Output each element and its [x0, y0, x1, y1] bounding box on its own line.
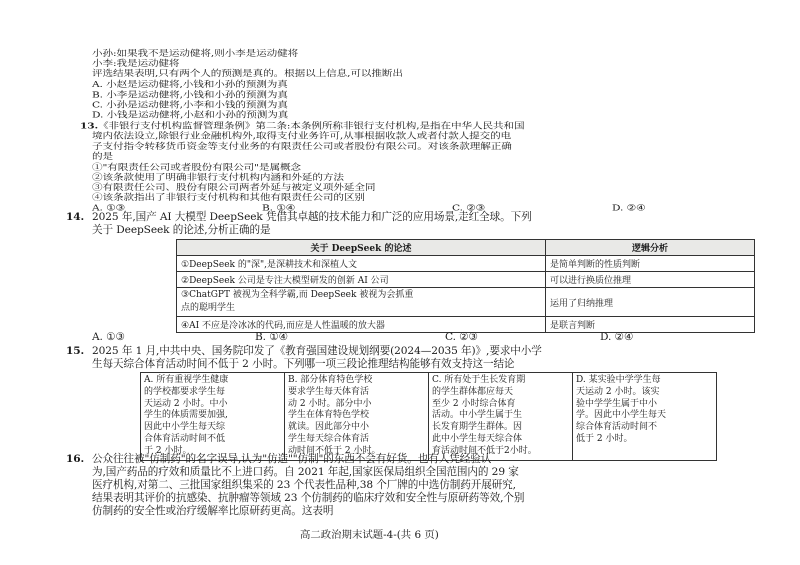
table-row: [141, 373, 717, 461]
table-cell-text: ③ChatGPT 被视为全科学霸,而 DeepSeek 被视为会抓重: [181, 290, 414, 300]
cell-line: 于 2 小时。: [144, 445, 192, 456]
table-row: [177, 272, 755, 288]
q13-stem-line: 《非银行支付机构监督管理条例》第二条:本条例所称非银行支付机构,是指在中华人民共和国: [98, 121, 525, 131]
cell-line: 天运动 2 小时。该实: [576, 386, 660, 397]
q14-option-b: B. ①④: [255, 331, 289, 343]
cell-line: C. 所有处于生长发育期: [432, 375, 526, 385]
q13-number: 13.: [80, 121, 99, 131]
cell-line: B. 部分体育特色学校: [288, 375, 373, 385]
page-footer: 高二政治期末试题-4-(共 6 页): [300, 529, 439, 541]
q14-option-d: D. ②④: [600, 331, 634, 343]
q15-number: 15.: [66, 345, 85, 357]
q15-option-d: [573, 373, 717, 461]
cell-line: 学生每天综合体育活: [288, 433, 370, 444]
table-cell: ②DeepSeek 公司是专注大模型研发的创新 AI 公司: [177, 272, 546, 288]
cell-line: D. 某实验中学学生每: [576, 375, 661, 385]
q15-option-c: [429, 373, 573, 461]
table-cell: 可以进行换质位推理: [546, 272, 755, 288]
q13-statement-1: ①"有限责任公司或者股份有限公司"是属概念: [92, 162, 301, 173]
q12-line-xiaosun: 小孙:如果我不是运动健将,则小李是运动健将: [92, 48, 299, 59]
q12-line-result: 评选结果表明,只有两个人的预测是真的。根据以上信息,可以推断出: [92, 69, 403, 79]
q16-stem-line: 公众往往被"仿制药"的名字误导,认为"仿造""仿制"的东西不会有好货。也有人凭经验认: [92, 453, 492, 465]
q13-stem-line: 的是: [92, 151, 113, 162]
table-header-analysis: 逻辑分析: [546, 240, 755, 256]
q13-statement-4: ④该条款指出了非银行支付机构和其他有限责任公司的区别: [92, 193, 365, 203]
q16-stem-line: 为,国产药品的疗效和质量比不上进口药。自 2021 年起,国家医保局组织全国范围内的 29 家: [92, 466, 519, 478]
cell-line: 至少 2 小时综合体育: [432, 398, 516, 409]
table-cell: 是联言判断: [546, 317, 755, 333]
cell-line: 天运动 2 小时。中小: [144, 398, 228, 409]
q12-line-xiaoli: 小李:我是运动健将: [92, 59, 180, 69]
cell-line: 合体育活动时间不低: [144, 433, 226, 444]
cell-line: 综合体育活动时间不: [576, 422, 658, 433]
q15-stem-line: 生每天综合体育活动时间不低于 2 小时。下列哪一项三段论推理结构能够有效支持这一结论: [92, 358, 515, 370]
cell-line: 要求学生每天体育活: [288, 386, 370, 397]
q16-stem-line: 医疗机构,对第二、三批国家组织集采的 23 个代表性品种,38 个厂牌的中选仿制药开展研究,: [92, 479, 516, 491]
table-cell-text: 点的聪明学生: [181, 303, 236, 313]
cell-line: 低于 2 小时。: [576, 433, 633, 444]
cell-line: 学生在体育特色学校: [288, 410, 370, 421]
cell-line: 的学校都要求学生每: [144, 386, 226, 397]
cell-line: 验中学学生属于中小: [576, 398, 658, 409]
cell-line: 的学生群体都应每天: [432, 386, 514, 397]
q12-option-c: C. 小孙是运动健将,小李和小钱的预测为真: [92, 100, 288, 110]
cell-line: 学。因此中小学生每天: [576, 410, 667, 421]
q13-statement-3: ③有限责任公司、股份有限公司两者外延与被定义项外延全同: [92, 183, 376, 193]
cell-line: 此中小学生每天综合体: [432, 433, 523, 444]
q16-number: 16.: [66, 453, 85, 465]
q13-stem-line: 境内依法设立,除银行业金融机构外,取得支付业务许可,从事根据收款人或者付款人提交的电: [92, 131, 512, 141]
cell-line: 长发育期学生群体。因: [432, 422, 523, 433]
q13-option-a: A. ①③: [92, 203, 125, 213]
table-cell: ④AI 不应是冷冰冰的代码,而应是人性温暖的放大器: [177, 317, 546, 333]
q14-table: [176, 239, 755, 333]
cell-line: 活动。中小学生属于生: [432, 410, 523, 421]
q12-option-a: A. 小赵是运动健将,小钱和小孙的预测为真: [92, 80, 288, 90]
table-cell: [177, 288, 546, 317]
q13-stem-line: 子支付指令转移货币资金等支付业务的有限责任公司或者股份有限公司。对该条款理解正确: [92, 141, 512, 152]
q12-option-b: B. 小李是运动健将,小钱和小孙的预测为真: [92, 90, 288, 100]
q13-option-c: C. ②③: [452, 203, 485, 213]
q15-options-table: [140, 372, 717, 461]
q15-stem-line: 2025 年 1 月,中共中央、国务院印发了《教育强国建设规划纲要(2024—2035 年)》,要求中小学: [92, 345, 542, 357]
table-cell: ①DeepSeek 的"深",是深耕技术和深植人文: [177, 256, 546, 272]
table-cell: 运用了归纳推理: [546, 288, 755, 317]
q15-option-a: [141, 373, 285, 461]
q13-statement-2: ②该条款使用了明确非银行支付机构内涵和外延的方法: [92, 172, 344, 183]
cell-line: 育活动时间不低于2小时。: [432, 445, 537, 456]
cell-line: A. 所有重视学生健康: [144, 375, 229, 385]
q16-stem-line: 结果表明其评价的抗感染、抗肿瘤等领域 23 个仿制药的临床疗效和安全性与原研药等效,个别: [92, 492, 525, 504]
table-row: [177, 288, 755, 317]
q14-option-a: A. ①③: [92, 331, 125, 343]
q15-option-b: [285, 373, 429, 461]
q14-stem-line: 2025 年,国产 AI 大模型 DeepSeek 凭借其卓越的技术能力和广泛的应用场景,走红全球。下列: [92, 211, 532, 223]
q14-number-label: 14.: [66, 211, 85, 223]
q13-option-b: B. ①④: [262, 203, 296, 213]
table-cell: 是简单判断的性质判断: [546, 256, 755, 272]
q14-stem-line: 关于 DeepSeek 的论述,分析正确的是: [92, 224, 271, 236]
cell-line: 因此中小学生每天综: [144, 422, 226, 433]
cell-line: 就读。因此部分中小: [288, 422, 370, 433]
q14-option-c: C. ②③: [445, 331, 478, 343]
table-header-row: [177, 240, 755, 256]
table-header-statement: 关于 DeepSeek 的论述: [177, 240, 546, 256]
q12-option-d: D. 小钱是运动健将,小赵和小孙的预测为真: [92, 110, 289, 120]
q13-option-d: D. ②④: [612, 203, 646, 213]
exam-page: [80, 38, 782, 213]
cell-line: 动时间不低于 2 小时。: [288, 445, 381, 456]
cell-line: 学生的体质需要加强,: [144, 410, 228, 421]
cell-line: 动 2 小时。部分中小: [288, 398, 372, 409]
q16-stem-line: 仿制药的安全性或治疗缓解率比原研药更高。这表明: [92, 505, 334, 517]
table-row: [177, 256, 755, 272]
